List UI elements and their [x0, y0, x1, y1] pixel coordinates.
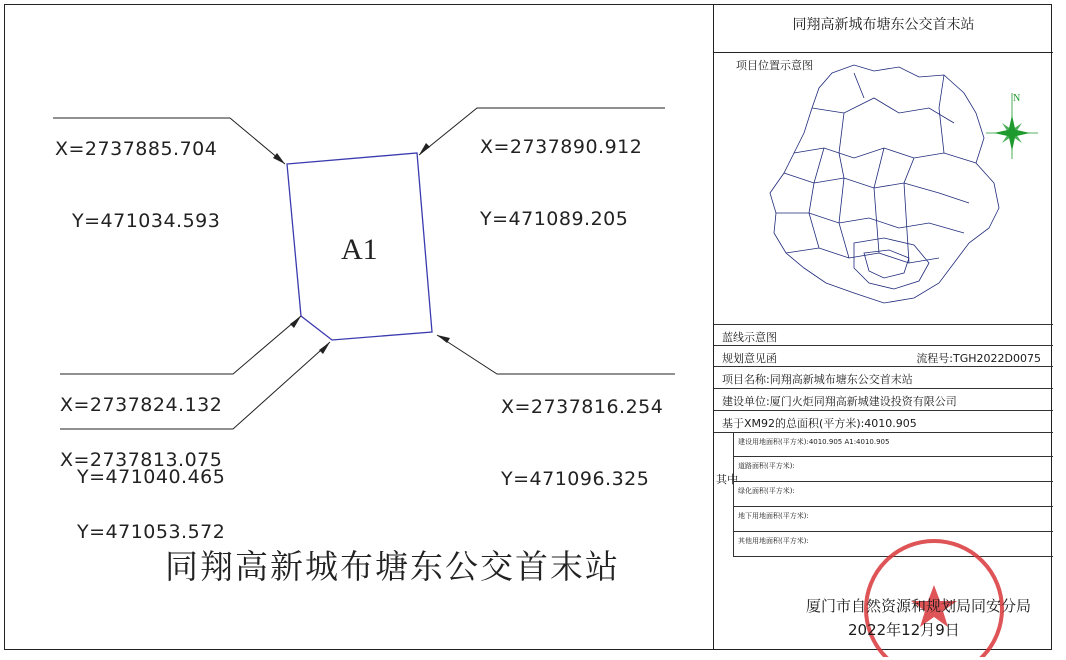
coastal-zone: [854, 238, 929, 289]
total-area: 基于XM92的总面积(平方米):4010.905: [722, 417, 917, 430]
sub-row: [734, 482, 1053, 507]
coord-x: X=2737816.254: [501, 396, 664, 418]
district-map: [714, 53, 1053, 325]
sub-row: [734, 433, 1053, 457]
coord-point-ne: [480, 87, 642, 279]
parcel-label: A1: [341, 233, 378, 266]
total-area-row: [714, 411, 1053, 433]
location-map: [714, 53, 1053, 325]
north-label: N: [1013, 93, 1021, 104]
sub-row: [734, 457, 1053, 482]
sub-item: 地下用地面积(平方米):: [738, 512, 809, 520]
coord-x: X=2737824.132: [60, 394, 223, 416]
flow-number: 流程号:TGH2022D0075: [916, 352, 1041, 365]
builder: 建设单位:厦门火炬同翔高新城建设投资有限公司: [722, 395, 957, 408]
north-compass: [986, 93, 1038, 159]
sub-row: [734, 507, 1053, 532]
coord-x: X=2737813.075: [60, 449, 223, 471]
letter-type: 规划意见函: [722, 352, 777, 365]
coord-y: Y=471034.593: [72, 210, 221, 232]
map-boundaries: [776, 73, 976, 263]
sub-item: 其他用地面积(平方米):: [738, 537, 809, 545]
coord-x: X=2737885.704: [55, 138, 218, 160]
coord-x: X=2737890.912: [480, 136, 643, 158]
coord-y: Y=471089.205: [480, 208, 629, 230]
coord-y: Y=471040.465: [77, 466, 226, 488]
sub-item: 建设用地面积(平方米):4010.905 A1:4010.905: [738, 438, 890, 446]
sub-item: 道路面积(平方米):: [738, 462, 795, 470]
issue-date: 2022年12月9日: [848, 621, 960, 639]
map-caption: 项目位置示意图: [736, 59, 813, 72]
panel-title: 同翔高新城布塘东公交首末站: [714, 5, 1053, 53]
coord-y: Y=471096.325: [501, 468, 650, 490]
redline-caption: 蓝线示意图: [722, 331, 777, 344]
issuing-authority: 厦门市自然资源和规划局同安分局: [806, 597, 1032, 615]
qizhong-label: 其中: [716, 473, 738, 486]
redline-caption-row: [714, 325, 1053, 346]
sub-item: 绿化面积(平方米):: [738, 487, 795, 495]
project-name: 项目名称:同翔高新城布塘东公交首末站: [722, 373, 913, 386]
coord-y: Y=471053.572: [77, 521, 226, 543]
coord-point-nw: [55, 89, 220, 281]
coord-point-se: [501, 347, 663, 539]
parcel-drawing-pane: [5, 5, 714, 649]
letter-row: [714, 346, 1053, 367]
info-panel: [713, 5, 1052, 649]
district-outline: [770, 65, 999, 303]
builder-row: [714, 389, 1053, 411]
drawing-title: 同翔高新城布塘东公交首末站: [165, 547, 620, 586]
project-name-row: [714, 367, 1053, 389]
